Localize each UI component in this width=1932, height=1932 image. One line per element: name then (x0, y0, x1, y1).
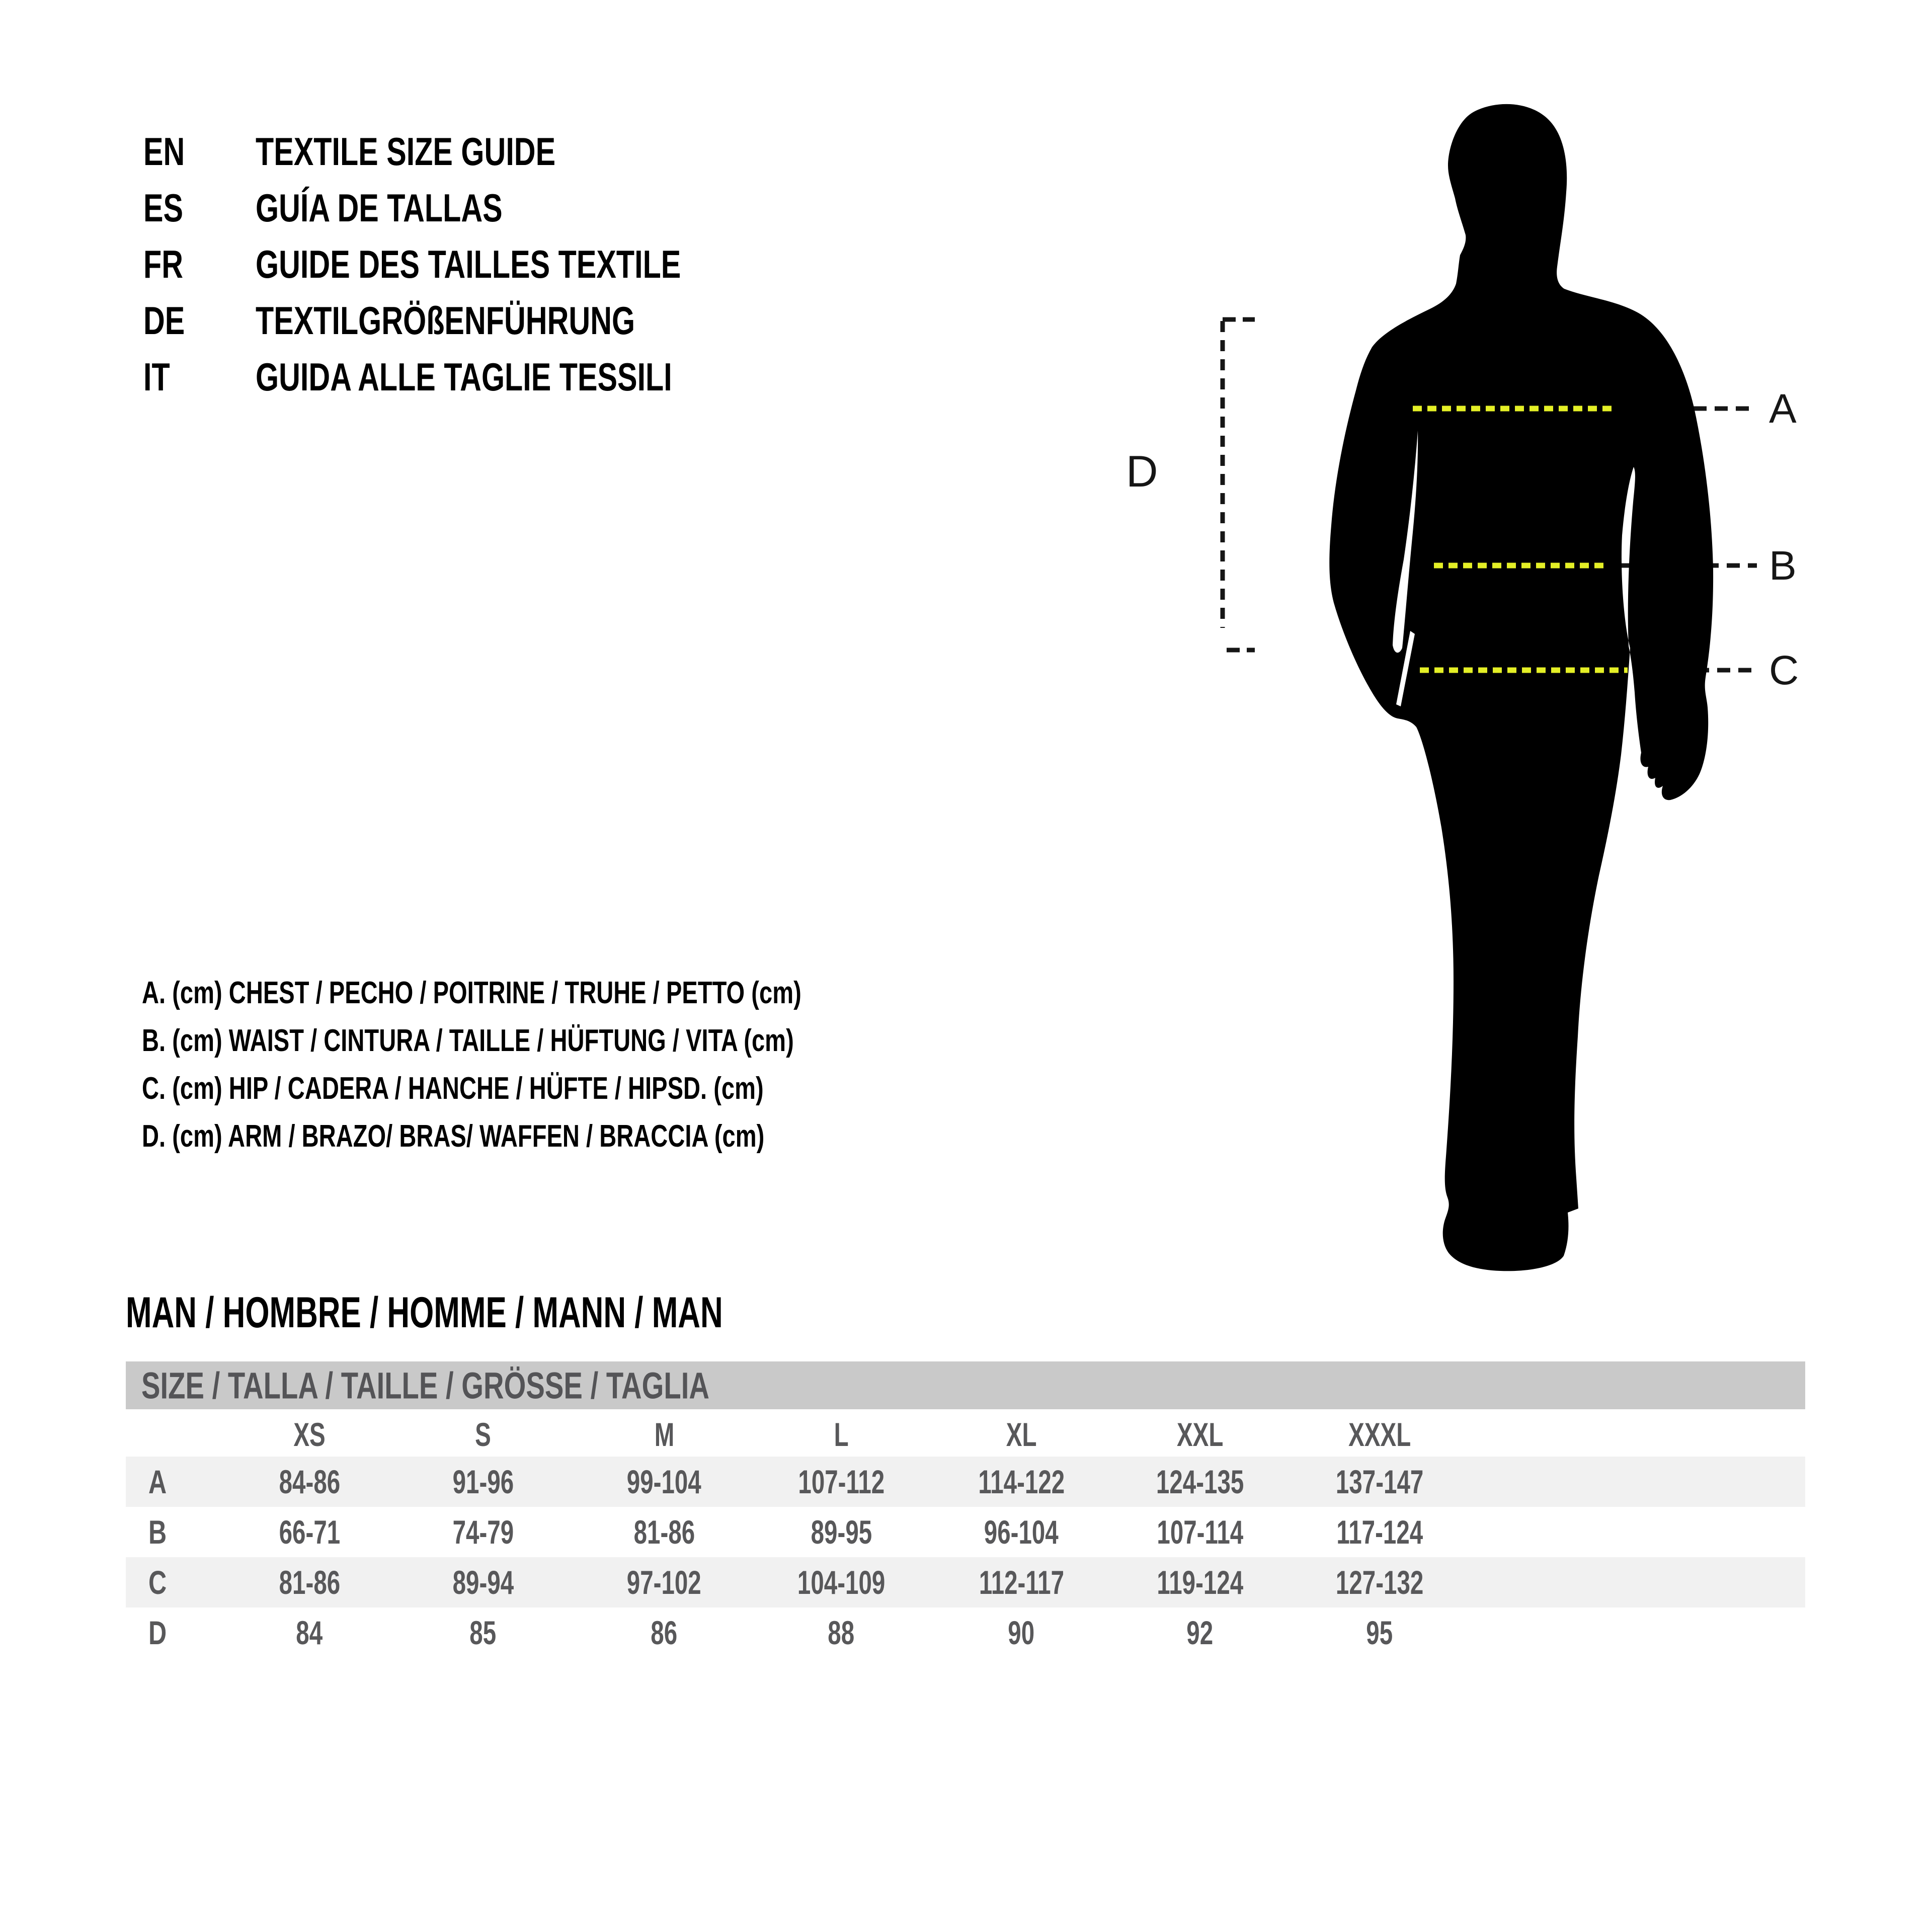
legend-waist: B. (cm) WAIST / CINTURA / TAILLE / HÜFTUNG / VITA (cm) (142, 1023, 794, 1058)
row-label-a: A (148, 1463, 167, 1500)
lang-code-fr: FR (143, 242, 184, 286)
col-header-xxl: XXL (1176, 1416, 1224, 1453)
cell-c-xs: 81-86 (279, 1564, 340, 1601)
lang-row-en (143, 129, 650, 174)
lang-row-it (143, 355, 803, 399)
cell-c-m: 97-102 (627, 1564, 701, 1601)
col-header-m: M (654, 1416, 674, 1453)
cell-c-s: 89-94 (452, 1564, 514, 1601)
cell-a-xs: 84-86 (279, 1463, 340, 1500)
size-table-header-bar (126, 1361, 1805, 1409)
cell-a-xxxl: 137-147 (1335, 1463, 1424, 1500)
lang-row-es (143, 186, 581, 230)
guide-title-fr: GUIDE DES TAILLES TEXTILE (256, 242, 681, 286)
col-header-xs: XS (293, 1416, 326, 1453)
chest-label: A (1769, 386, 1797, 432)
table-section-title: MAN / HOMBRE / HOMME / MANN / MAN (126, 1289, 723, 1337)
cell-a-m: 99-104 (627, 1463, 701, 1500)
row-label-c: C (148, 1564, 167, 1601)
cell-b-s: 74-79 (452, 1513, 514, 1551)
guide-title-de: TEXTILGRÖßENFÜHRUNG (256, 298, 635, 343)
cell-d-xxxl: 95 (1366, 1614, 1393, 1651)
cell-c-xxl: 119-124 (1157, 1564, 1243, 1601)
legend-arm: D. (cm) ARM / BRAZO/ BRAS/ WAFFEN / BRACCIA (cm) (142, 1119, 765, 1154)
row-label-b: B (148, 1513, 167, 1551)
cell-a-xl: 114-122 (978, 1463, 1065, 1500)
guide-title-en: TEXTILE SIZE GUIDE (256, 129, 556, 174)
guide-title-es: GUÍA DE TALLAS (256, 186, 503, 230)
cell-c-xxxl: 127-132 (1335, 1564, 1424, 1601)
cell-d-s: 85 (469, 1614, 497, 1651)
man-silhouette (1329, 104, 1713, 1271)
row-label-d: D (148, 1614, 167, 1651)
cell-c-l: 104-109 (797, 1564, 886, 1601)
lang-code-de: DE (143, 298, 185, 343)
cell-d-xl: 90 (1008, 1614, 1035, 1651)
cell-b-xs: 66-71 (279, 1513, 340, 1551)
col-header-xl: XL (1006, 1416, 1037, 1453)
lang-code-en: EN (143, 129, 185, 174)
cell-c-xl: 112-117 (979, 1564, 1064, 1601)
legend-hip: C. (cm) HIP / CADERA / HANCHE / HÜFTE / HIPSD. (cm) (142, 1071, 764, 1106)
lang-row-de (143, 298, 755, 343)
cell-a-s: 91-96 (452, 1463, 514, 1500)
legend-chest: A. (cm) CHEST / PECHO / POITRINE / TRUHE / PETTO (cm) (142, 976, 801, 1010)
cell-a-l: 107-112 (798, 1463, 884, 1500)
cell-b-xxl: 107-114 (1157, 1513, 1243, 1551)
hip-label: C (1769, 648, 1799, 693)
guide-title-it: GUIDA ALLE TAGLIE TESSILI (256, 355, 672, 399)
col-header-l: L (834, 1416, 849, 1453)
cell-b-m: 81-86 (633, 1513, 695, 1551)
cell-b-xxxl: 117-124 (1336, 1513, 1423, 1551)
cell-d-l: 88 (828, 1614, 855, 1651)
cell-b-l: 89-95 (811, 1513, 872, 1551)
waist-label: B (1769, 543, 1797, 589)
cell-d-xxl: 92 (1186, 1614, 1214, 1651)
col-header-s: S (475, 1416, 491, 1453)
cell-d-m: 86 (651, 1614, 678, 1651)
cell-a-xxl: 124-135 (1156, 1463, 1244, 1500)
arm-label: D (1126, 446, 1158, 496)
cell-b-xl: 96-104 (984, 1513, 1059, 1551)
size-table-header-label: SIZE / TALLA / TAILLE / GRÖSSE / TAGLIA (141, 1364, 709, 1406)
lang-code-it: IT (143, 355, 170, 399)
col-header-xxxl: XXXL (1348, 1416, 1411, 1453)
lang-code-es: ES (143, 186, 184, 230)
lang-row-fr (143, 242, 815, 286)
cell-d-xs: 84 (296, 1614, 323, 1651)
